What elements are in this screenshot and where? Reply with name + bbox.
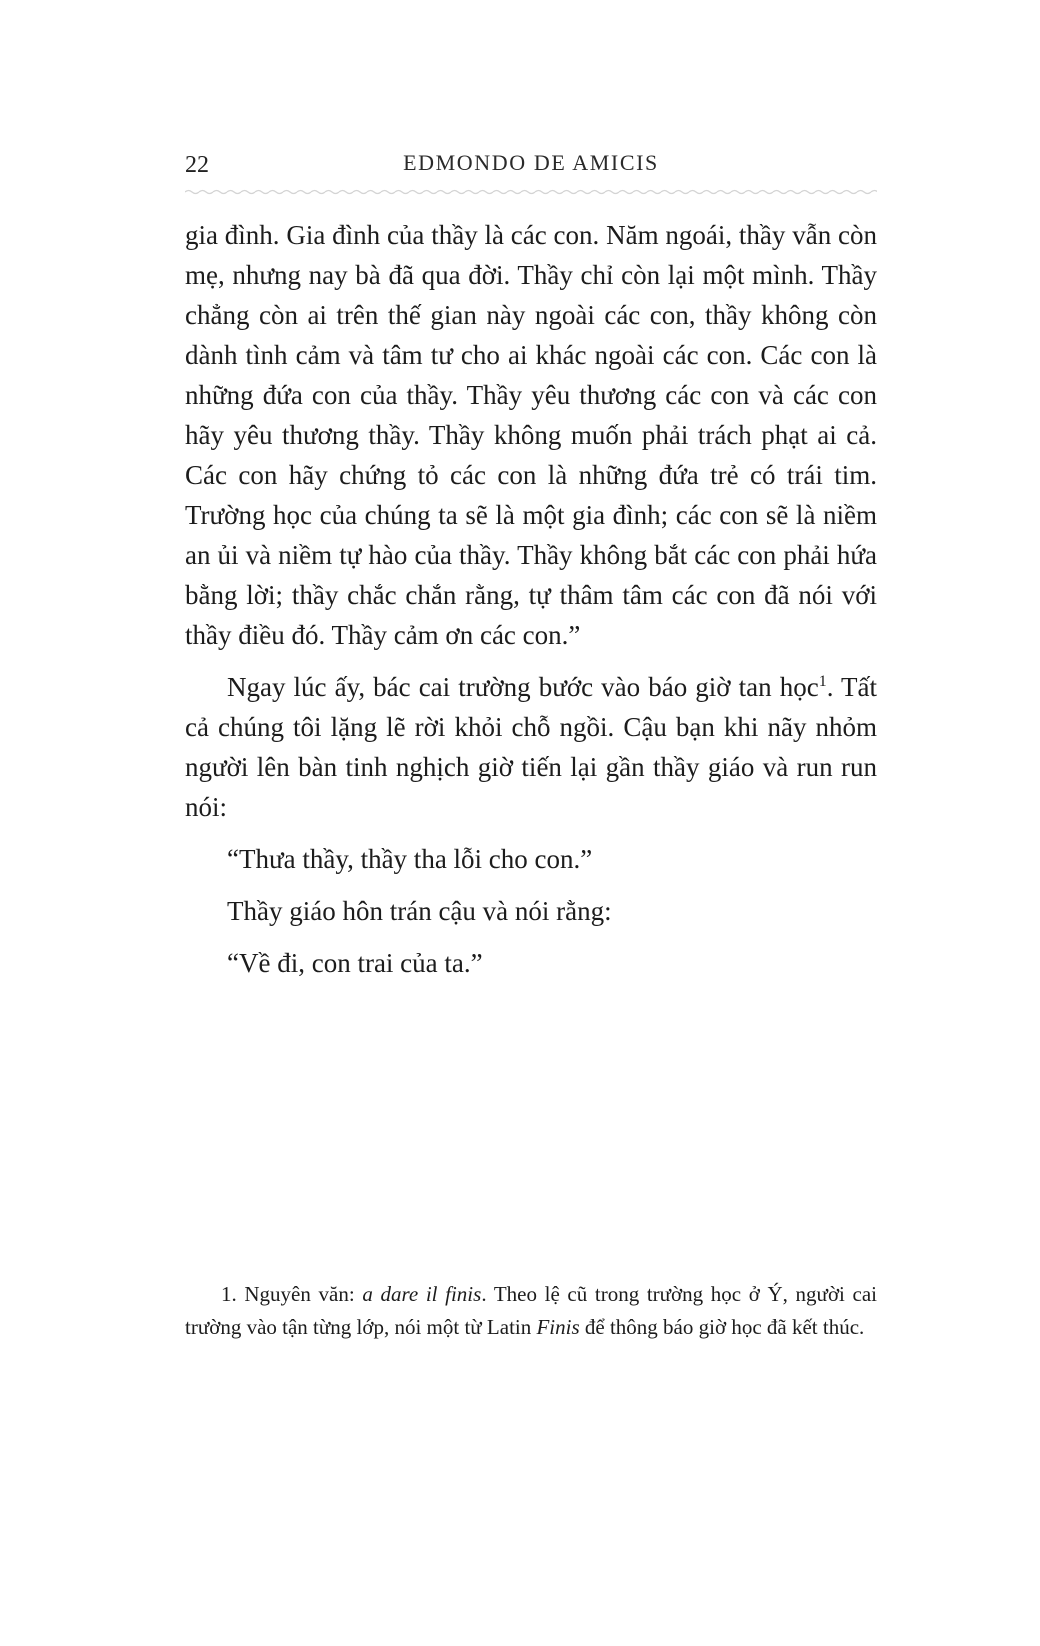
footnote-text: 1. Nguyên văn: <box>221 1282 363 1306</box>
page-number: 22 <box>185 152 209 178</box>
footnote-text: để thông báo giờ học đã kết thúc. <box>579 1315 865 1339</box>
wavy-divider <box>185 188 877 196</box>
dialogue-paragraph: “Về đi, con trai của ta.” <box>227 948 483 978</box>
dialogue-paragraph: “Thưa thầy, thầy tha lỗi cho con.” <box>227 844 593 874</box>
running-head <box>185 150 877 182</box>
paragraph-text: . Tất cả chúng tôi lặng lẽ rời khỏi chỗ ngồi. Cậu bạn khi nãy nhỏm người lên bàn tinh nghịch giờ tiến lại gần thầy giáo và run run nói: <box>185 672 877 822</box>
body-text <box>185 215 877 983</box>
footnote-text: . Theo lệ cũ trong trường học ở Ý, người cai trường vào tận từng lớp, nói một từ Latin <box>185 1282 877 1339</box>
footnote <box>185 1278 877 1344</box>
footnote-text-italic: a dare il finis <box>362 1282 482 1306</box>
paragraph-continuation: gia đình. Gia đình của thầy là các con. Năm ngoái, thầy vẫn còn mẹ, nhưng nay bà đã qua đời. Thầy chỉ còn lại một mình. Thầy chẳng còn ai trên thế gian này ngoài các con, thầy không còn dành tình cảm và tâm tư cho ai khác ngoài các con. Các con là những đứa con của thầy. Thầy yêu thương các con và các con hãy yêu thương thầy. Thầy không muốn phải trách phạt ai cả. Các con hãy chứng tỏ các con là những đứa trẻ có trái tim. Trường học của chúng ta sẽ là một gia đình; các con sẽ là niềm an ủi và niềm tự hào của thầy. Thầy không bắt các con phải hứa bằng lời; thầy chắc chắn rằng, tự thâm tâm các con đã nói với thầy điều đó. Thầy cảm ơn các con.” <box>185 220 877 650</box>
footnote-reference: 1 <box>818 673 827 690</box>
footnote-text-italic: Finis <box>536 1315 580 1339</box>
paragraph-text: Ngay lúc ấy, bác cai trường bước vào báo giờ tan học <box>227 672 819 702</box>
running-head-title: EDMONDO DE AMICIS <box>403 150 659 175</box>
paragraph <box>185 667 877 827</box>
page-content <box>185 150 877 983</box>
paragraph: Thầy giáo hôn trán cậu và nói rằng: <box>227 896 612 926</box>
